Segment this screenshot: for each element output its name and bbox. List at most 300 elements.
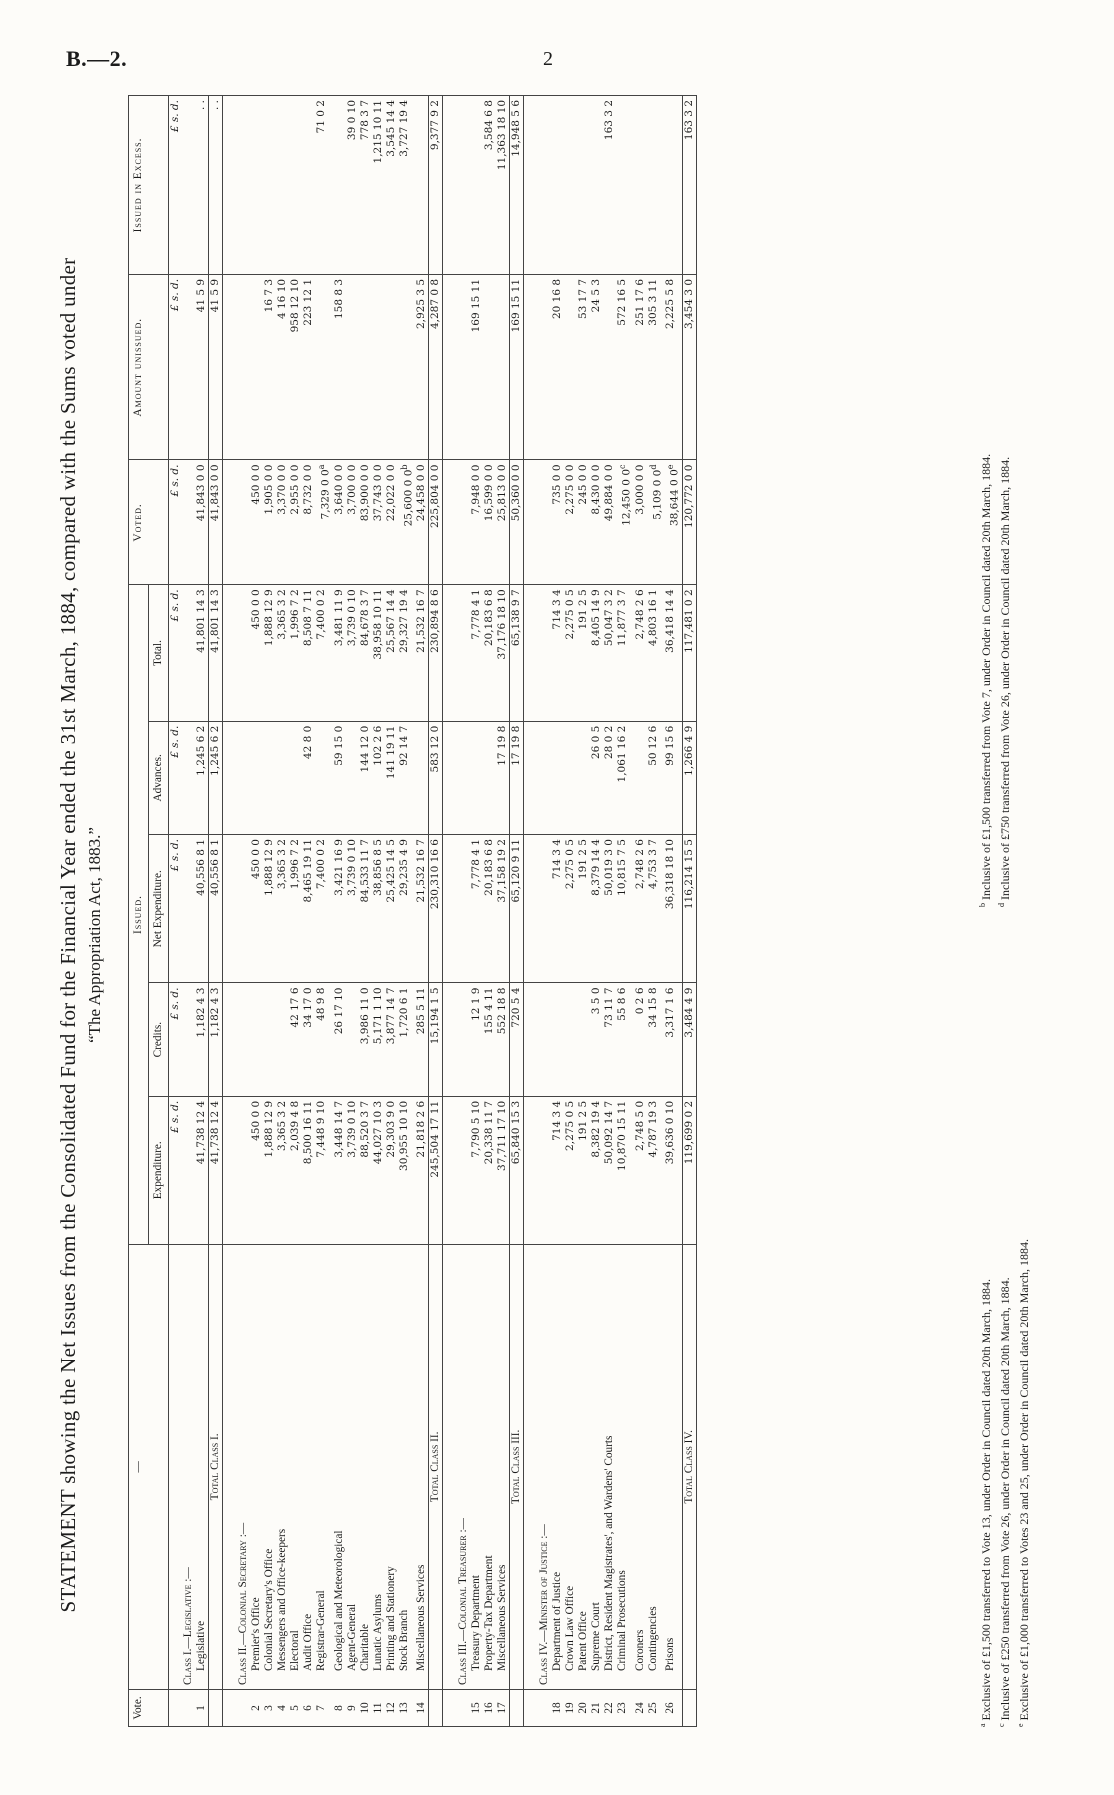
vote-number: 18 (551, 1690, 564, 1727)
cell-total: 50,047 3 2 (603, 585, 616, 721)
table-row (483, 96, 496, 1727)
header-net-expenditure: Net Expenditure. (149, 835, 169, 983)
class-heading-total (457, 585, 470, 721)
class-heading-cred (457, 983, 470, 1096)
class-total-label: Total Class IV. (682, 1244, 696, 1689)
total-exp: 245,504 17 11 (429, 1096, 443, 1244)
cell-excess (577, 96, 590, 275)
cell-net: 191 2 5 (577, 835, 590, 983)
service-name: Miscellaneous Services (496, 1244, 510, 1689)
spacer-exp (223, 1096, 238, 1244)
table-row (470, 96, 483, 1727)
cell-net: 25,425 14 5 (385, 835, 398, 983)
cell-adv (346, 721, 359, 834)
cell-adv: 1,061 16 2 (616, 721, 634, 834)
cell-exp: 29,303 9 0 (385, 1096, 398, 1244)
table-row (359, 96, 372, 1727)
cell-voted: 7,329 0 0$^a$ (315, 460, 333, 585)
header-credits: Credits. (149, 983, 169, 1096)
cell-unissued: 169 15 11 (470, 274, 483, 460)
cell-net: 20,183 6 8 (483, 835, 496, 983)
class-heading-net (237, 835, 250, 983)
class-heading-adv (457, 721, 470, 834)
table-row (603, 96, 616, 1727)
units-net: £ s. d. (169, 835, 183, 983)
vote-number: 19 (564, 1690, 577, 1727)
class-heading-adv (538, 721, 551, 834)
vote-number: 17 (496, 1690, 510, 1727)
total-excess: . . (209, 96, 223, 275)
spacer-voted (443, 460, 458, 585)
service-name: Geological and Meteorological (333, 1244, 346, 1689)
cell-adv (564, 721, 577, 834)
cell-excess: 11,363 18 10 (496, 96, 510, 275)
header-issued: Issued. (129, 585, 149, 1244)
cell-net: 450 0 0 (250, 835, 263, 983)
cell-voted: 245 0 0 (577, 460, 590, 585)
class-total-label: Total Class II. (429, 1244, 443, 1689)
footnotes (975, 95, 1032, 1727)
cell-excess: 3,727 19 4 (398, 96, 416, 275)
cell-excess (664, 96, 682, 275)
class-heading-adv (182, 721, 195, 834)
footnote-c-text: Inclusive of £250 transferred from Vote 26, under Order in Council dated 20th March, 1884. (998, 1277, 1012, 1721)
cell-voted: 38,644 0 0e (664, 460, 682, 585)
cell-cred: 55 8 6 (616, 983, 634, 1096)
service-name: Patent Office (577, 1244, 590, 1689)
total-adv: 1,266 4 9 (682, 721, 696, 834)
class-total-row (510, 96, 524, 1727)
cell-net: 21,532 16 7 (415, 835, 429, 983)
cell-voted: 1,905 0 0 (263, 460, 276, 585)
cell-unissued (315, 274, 333, 460)
cell-cred (346, 983, 359, 1096)
cell-net: 4,753 3 7 (647, 835, 665, 983)
vote-number: 9 (346, 1690, 359, 1727)
cell-unissued: 572 16 5 (616, 274, 634, 460)
total-voted: 225,804 0 0 (429, 460, 443, 585)
cell-net: 3,365 3 2 (276, 835, 289, 983)
header-service: — (129, 1244, 169, 1689)
total-cred: 3,484 4 9 (682, 983, 696, 1096)
table-row (398, 96, 416, 1727)
class-heading-voted (237, 460, 250, 585)
vote-number: 10 (359, 1690, 372, 1727)
table-row (289, 96, 302, 1727)
cell-total: 38,958 10 11 (372, 585, 385, 721)
service-name: Criminal Prosecutions (616, 1244, 634, 1689)
cell-adv: 59 15 0 (333, 721, 346, 834)
issues-table (128, 95, 697, 1727)
cell-total: 3,481 11 9 (333, 585, 346, 721)
class-heading-net (182, 835, 195, 983)
cell-voted: 3,700 0 0 (346, 460, 359, 585)
class-total-label: Total Class III. (510, 1244, 524, 1689)
spacer-row (223, 96, 238, 1727)
service-name: Printing and Stationery (385, 1244, 398, 1689)
cell-excess: 39 0 10 (346, 96, 359, 275)
class-heading-cred (237, 983, 250, 1096)
class-heading: Class I.—Legislative :— (182, 1244, 195, 1689)
class-heading-exp (538, 1096, 551, 1244)
total-net: 230,310 16 6 (429, 835, 443, 983)
cell-excess (250, 96, 263, 275)
header-advances: Advances. (149, 721, 169, 834)
total-excess: 9,377 9 2 (429, 96, 443, 275)
class-heading-row (538, 96, 551, 1727)
vote-number: 6 (302, 1690, 315, 1727)
cell-adv: 1,245 6 2 (195, 721, 209, 834)
total-total: 65,138 9 7 (510, 585, 524, 721)
service-name: District, Resident Magistrates', and Wardens' Courts (603, 1244, 616, 1689)
vote-number: 3 (263, 1690, 276, 1727)
cell-unissued: 24 5 3 (590, 274, 603, 460)
cell-adv: 102 2 6 (372, 721, 385, 834)
class-heading-row (182, 96, 195, 1727)
table-row (276, 96, 289, 1727)
cell-total: 2,748 2 6 (634, 585, 647, 721)
footnote-c: $^c$ Inclusive of £250 transferred from Vote 26, under Order in Council dated 20th March, 1884. (997, 1277, 1012, 1727)
cell-excess (415, 96, 429, 275)
class-total-row (209, 96, 223, 1727)
spacer-cred (443, 983, 458, 1096)
units-excess: £ s. d. (169, 96, 183, 275)
service-name: Colonial Secretary's Office (263, 1244, 276, 1689)
cell-adv: 99 15 6 (664, 721, 682, 834)
spacer-exp (443, 1096, 458, 1244)
cell-exp: 8,500 16 11 (302, 1096, 315, 1244)
cell-adv: 92 14 7 (398, 721, 416, 834)
total-net: 65,120 9 11 (510, 835, 524, 983)
units-exp: £ s. d. (169, 1096, 183, 1244)
total-unissued: 4,287 0 8 (429, 274, 443, 460)
total-cred: 1,182 4 3 (209, 983, 223, 1096)
total-unissued: 41 5 9 (209, 274, 223, 460)
class-heading-unissued (182, 274, 195, 460)
cell-unissued: 305 3 11 (647, 274, 665, 460)
cell-net: 36,318 18 10 (664, 835, 682, 983)
cell-total: 450 0 0 (250, 585, 263, 721)
vote-number: 24 (634, 1690, 647, 1727)
class-heading-exp (182, 1096, 195, 1244)
footnote-marker: e (666, 464, 675, 470)
cell-exp: 7,790 5 10 (470, 1096, 483, 1244)
cell-exp: 50,092 14 7 (603, 1096, 616, 1244)
class-heading-row (457, 96, 470, 1727)
cell-voted: 41,843 0 0 (195, 460, 209, 585)
cell-exp: 450 0 0 (250, 1096, 263, 1244)
cell-net: 40,556 8 1 (195, 835, 209, 983)
cell-excess: 778 3 7 (359, 96, 372, 275)
cell-exp: 10,870 15 11 (616, 1096, 634, 1244)
class-heading-excess (457, 96, 470, 275)
cell-cred: 3 5 0 (590, 983, 603, 1096)
service-name: Electoral (289, 1244, 302, 1689)
cell-net: 8,465 19 11 (302, 835, 315, 983)
cell-voted: 25,813 0 0 (496, 460, 510, 585)
cell-unissued (359, 274, 372, 460)
service-name: Audit Office (302, 1244, 315, 1689)
table-row (263, 96, 276, 1727)
statement-title: STATEMENT showing the Net Issues from the Consolidated Fund for the Financial Year ended the 31st March, 1884, compared with the Sums voted under (56, 257, 80, 1613)
footnote-b-text: Inclusive of £1,500 transferred from Vote 7, under Order in Council dated 20th March, 1884. (979, 453, 993, 900)
cell-net: 1,996 7 2 (289, 835, 302, 983)
cell-net: 50,019 3 0 (603, 835, 616, 983)
spacer-total (223, 585, 238, 721)
class-heading-cred (538, 983, 551, 1096)
cell-cred: 0 2 6 (634, 983, 647, 1096)
cell-cred: 552 18 8 (496, 983, 510, 1096)
cell-excess (289, 96, 302, 275)
class-total-row (429, 96, 443, 1727)
table-row (195, 96, 209, 1727)
cell-excess (302, 96, 315, 275)
units-row (169, 96, 183, 1727)
total-total: 117,481 0 2 (682, 585, 696, 721)
class-heading-voted (538, 460, 551, 585)
cell-exp: 8,382 19 4 (590, 1096, 603, 1244)
total-adv: 1,245 6 2 (209, 721, 223, 834)
cell-exp: 39,636 0 10 (664, 1096, 682, 1244)
vote-number: 15 (470, 1690, 483, 1727)
vote-number: 16 (483, 1690, 496, 1727)
cell-exp: 1,888 12 9 (263, 1096, 276, 1244)
cell-excess (616, 96, 634, 275)
total-vote (429, 1690, 443, 1727)
cell-adv (634, 721, 647, 834)
class-heading-excess (182, 96, 195, 275)
cell-cred (551, 983, 564, 1096)
class-heading-cred (182, 983, 195, 1096)
cell-excess (590, 96, 603, 275)
cell-excess: . . (195, 96, 209, 275)
total-unissued: 3,454 3 0 (682, 274, 696, 460)
spacer-total (524, 585, 539, 721)
class-heading-adv (237, 721, 250, 834)
class-heading-vote (182, 1690, 195, 1727)
footnote-b: $^b$ Inclusive of £1,500 transferred from Vote 7, under Order in Council dated 20th March, 1884. (978, 453, 993, 907)
cell-cred (564, 983, 577, 1096)
cell-voted: 12,450 0 0$^c$ (616, 460, 634, 585)
cell-cred: 285 5 11 (415, 983, 429, 1096)
cell-exp: 3,365 3 2 (276, 1096, 289, 1244)
class-heading: Class III.—Colonial Treasurer :— (457, 1244, 470, 1689)
class-heading-excess (538, 96, 551, 275)
spacer-adv (223, 721, 238, 834)
table-row (564, 96, 577, 1727)
service-name: Registrar-General (315, 1244, 333, 1689)
footnote-row-2 (994, 95, 1013, 1727)
class-heading-unissued (237, 274, 250, 460)
cell-total: 29,327 19 4 (398, 585, 416, 721)
cell-unissued (483, 274, 496, 460)
table-row (346, 96, 359, 1727)
table-row (616, 96, 634, 1727)
service-name: Contingencies (647, 1244, 665, 1689)
cell-voted: 735 0 0 (551, 460, 564, 585)
footnote-marker: b (399, 464, 409, 470)
cell-exp: 2,275 0 5 (564, 1096, 577, 1244)
service-name: Charitable (359, 1244, 372, 1689)
cell-adv (483, 721, 496, 834)
vote-number: 12 (385, 1690, 398, 1727)
class-heading-unissued (457, 274, 470, 460)
class-heading-total (538, 585, 551, 721)
cell-net: 10,815 7 5 (616, 835, 634, 983)
cell-adv: 17 19 8 (496, 721, 510, 834)
spacer-voted (524, 460, 539, 585)
vote-number: 4 (276, 1690, 289, 1727)
vote-number: 5 (289, 1690, 302, 1727)
spacer-service (223, 1244, 238, 1689)
cell-exp: 2,748 5 0 (634, 1096, 647, 1244)
cell-net: 8,379 14 4 (590, 835, 603, 983)
footnote-row-3 (1013, 95, 1032, 1727)
cell-unissued: 158 8 3 (333, 274, 346, 460)
total-unissued: 169 15 11 (510, 274, 524, 460)
cell-net: 3,421 16 9 (333, 835, 346, 983)
table-row (302, 96, 315, 1727)
cell-cred: 1,182 4 3 (195, 983, 209, 1096)
service-name: Property-Tax Department (483, 1244, 496, 1689)
spacer-adv (443, 721, 458, 834)
spacer-net (443, 835, 458, 983)
cell-unissued (398, 274, 416, 460)
cell-cred: 34 15 8 (647, 983, 665, 1096)
cell-voted: 450 0 0 (250, 460, 263, 585)
class-heading-vote (538, 1690, 551, 1727)
vote-number: 14 (415, 1690, 429, 1727)
cell-exp: 37,711 17 10 (496, 1096, 510, 1244)
cell-voted: 3,640 0 0 (333, 460, 346, 585)
cell-cred (577, 983, 590, 1096)
vote-number: 22 (603, 1690, 616, 1727)
cell-total: 4,803 16 1 (647, 585, 665, 721)
cell-total: 11,877 3 7 (616, 585, 634, 721)
header-total: Total. (149, 585, 169, 721)
header-issued-in-excess: Issued in Excess. (129, 96, 169, 275)
vote-number: 1 (195, 1690, 209, 1727)
vote-number: 8 (333, 1690, 346, 1727)
spacer-excess (223, 96, 238, 275)
header-vote: Vote. (129, 1690, 169, 1727)
cell-unissued (372, 274, 385, 460)
total-net: 116,214 15 5 (682, 835, 696, 983)
cell-total: 1,888 12 9 (263, 585, 276, 721)
cell-adv (551, 721, 564, 834)
table-row (333, 96, 346, 1727)
cell-excess (276, 96, 289, 275)
spacer-vote (524, 1690, 539, 1727)
vote-number: 25 (647, 1690, 665, 1727)
cell-voted: 49,884 0 0 (603, 460, 616, 585)
class-heading-net (538, 835, 551, 983)
cell-exp: 21,818 2 6 (415, 1096, 429, 1244)
total-cred: 720 5 4 (510, 983, 524, 1096)
cell-total: 2,275 0 5 (564, 585, 577, 721)
table-body (169, 96, 697, 1727)
class-heading-exp (457, 1096, 470, 1244)
units-adv: £ s. d. (169, 721, 183, 834)
vote-number: 2 (250, 1690, 263, 1727)
cell-cred: 1,720 6 1 (398, 983, 416, 1096)
cell-total: 191 2 5 (577, 585, 590, 721)
spacer-vote (443, 1690, 458, 1727)
class-heading-voted (182, 460, 195, 585)
cell-net: 84,533 11 7 (359, 835, 372, 983)
cell-adv (415, 721, 429, 834)
cell-total: 3,365 3 2 (276, 585, 289, 721)
total-voted: 50,360 0 0 (510, 460, 524, 585)
cell-excess (333, 96, 346, 275)
cell-cred (250, 983, 263, 1096)
cell-cred: 26 17 10 (333, 983, 346, 1096)
cell-total: 1,996 7 2 (289, 585, 302, 721)
cell-exp: 30,955 10 10 (398, 1096, 416, 1244)
cell-excess (634, 96, 647, 275)
cell-cred: 5,171 1 10 (372, 983, 385, 1096)
class-heading-row (237, 96, 250, 1727)
cell-unissued: 4 16 10 (276, 274, 289, 460)
cell-total: 7,778 4 1 (470, 585, 483, 721)
cell-total: 20,183 6 8 (483, 585, 496, 721)
cell-exp: 20,338 11 7 (483, 1096, 496, 1244)
service-name: Agent-General (346, 1244, 359, 1689)
cell-net: 7,400 0 2 (315, 835, 333, 983)
units-vote (169, 1690, 183, 1727)
cell-adv: 144 12 0 (359, 721, 372, 834)
cell-exp: 3,739 0 10 (346, 1096, 359, 1244)
service-name: Supreme Court (590, 1244, 603, 1689)
cell-total: 36,418 14 4 (664, 585, 682, 721)
class-heading-voted (457, 460, 470, 585)
class-heading-vote (457, 1690, 470, 1727)
cell-unissued: 20 16 8 (551, 274, 564, 460)
service-name: Lunatic Asylums (372, 1244, 385, 1689)
cell-adv: 50 12 6 (647, 721, 665, 834)
cell-unissued (250, 274, 263, 460)
cell-voted: 3,370 0 0 (276, 460, 289, 585)
cell-adv (250, 721, 263, 834)
footnote-marker: c (618, 464, 627, 469)
class-total-row (682, 96, 696, 1727)
cell-net: 1,888 12 9 (263, 835, 276, 983)
cell-unissued (385, 274, 398, 460)
cell-total: 8,508 7 11 (302, 585, 315, 721)
cell-total: 8,405 14 9 (590, 585, 603, 721)
service-name: Prisons (664, 1244, 682, 1689)
cell-excess (263, 96, 276, 275)
vote-number: 23 (616, 1690, 634, 1727)
service-name: Crown Law Office (564, 1244, 577, 1689)
vote-number: 13 (398, 1690, 416, 1727)
total-adv: 17 19 8 (510, 721, 524, 834)
units-service (169, 1244, 183, 1689)
units-total: £ s. d. (169, 585, 183, 721)
cell-voted: 3,000 0 0 (634, 460, 647, 585)
cell-exp: 41,738 12 4 (195, 1096, 209, 1244)
cell-cred: 3,986 11 0 (359, 983, 372, 1096)
footnote-a: $^a$ Exclusive of £1,500 transferred to Vote 13, under Order in Council dated 20th March, 1884. (978, 1278, 993, 1727)
cell-unissued: 41 5 9 (195, 274, 209, 460)
footnote-d: $^d$ Inclusive of £750 transferred from Vote 26, under Order in Council dated 20th March, 1884. (997, 456, 1012, 907)
cell-cred: 48 9 8 (315, 983, 333, 1096)
spacer-unissued (524, 274, 539, 460)
cell-unissued (564, 274, 577, 460)
cell-cred: 3,877 14 7 (385, 983, 398, 1096)
cell-voted: 8,430 0 0 (590, 460, 603, 585)
table-row (372, 96, 385, 1727)
